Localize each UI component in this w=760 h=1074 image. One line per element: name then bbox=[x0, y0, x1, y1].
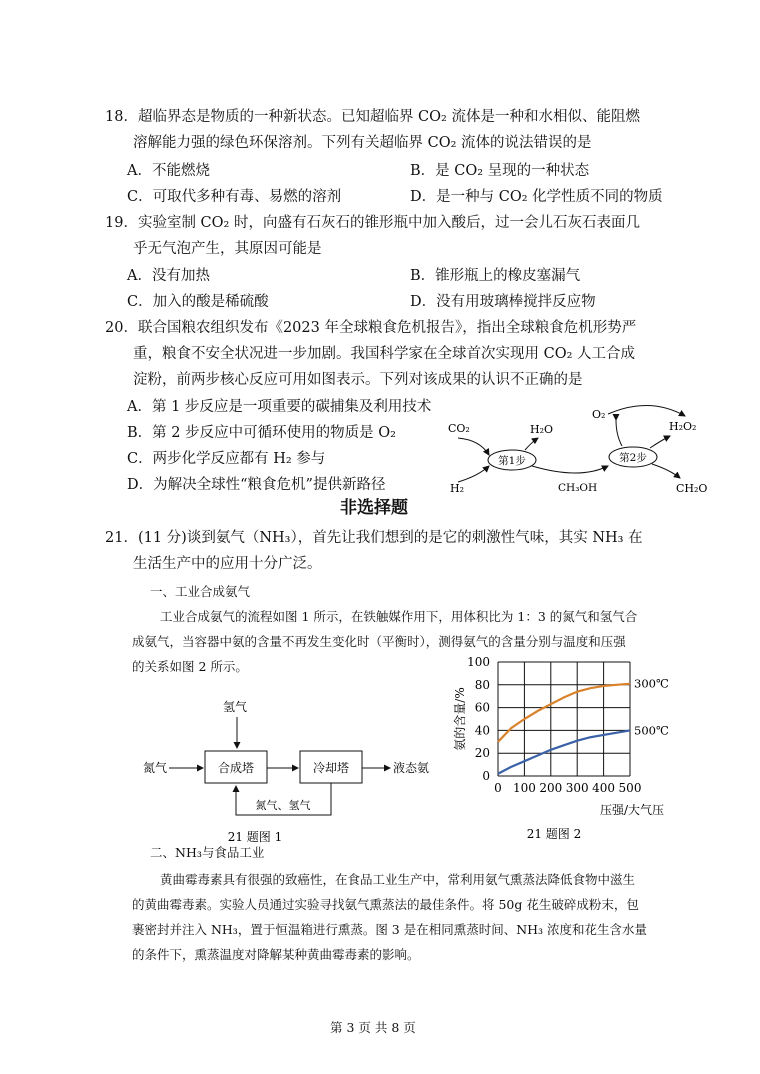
q18-option-d: D．是一种与 CO₂ 化学性质不同的物质 bbox=[410, 189, 663, 205]
ch3oh-label: CH₃OH bbox=[558, 482, 598, 494]
x-tick-label: 100 bbox=[512, 781, 536, 795]
series-label: 300℃ bbox=[634, 676, 669, 691]
figure2-caption: 21 题图 2 bbox=[526, 827, 582, 841]
q20-stem-line2: 重，粮食不安全状况进一步加剧。我国科学家在全球首次实现用 CO₂ 人工合成 bbox=[133, 346, 636, 362]
h2o-arrow-1 bbox=[525, 438, 538, 450]
h2o-label-1: H₂O bbox=[530, 423, 554, 436]
q19-stem-line2: 乎无气泡产生，其原因可能是 bbox=[133, 241, 322, 257]
q20-option-b: B．第 2 步反应中可循环使用的物质是 O₂ bbox=[127, 425, 396, 441]
q21-stem-line2: 生活生产中的应用十分广泛。 bbox=[133, 556, 322, 572]
h2-arrow bbox=[458, 466, 489, 482]
ch3oh-arrow bbox=[532, 466, 608, 473]
x-tick-label: 500 bbox=[618, 781, 642, 795]
y-tick-label: 80 bbox=[474, 677, 490, 692]
figure1-caption: 21 题图 1 bbox=[227, 830, 283, 844]
step2-label: 第2步 bbox=[619, 452, 647, 464]
chart-x-axis-label: 压强/大气压 bbox=[600, 803, 665, 817]
section-title: 非选择题 bbox=[340, 498, 408, 518]
o2-input-arrow bbox=[616, 420, 622, 446]
q19-option-d: D．没有用玻璃棒搅拌反应物 bbox=[410, 294, 596, 310]
co2-arrow bbox=[458, 438, 489, 455]
q21-para1-line1: 工业合成氨气的流程如图 1 所示，在铁触媒作用下，用体积比为 1：3 的氮气和氢气合 bbox=[160, 609, 638, 624]
q19-option-b: B．锥形瓶上的橡皮塞漏气 bbox=[410, 268, 581, 284]
q18-option-b: B．是 CO₂ 呈现的一种状态 bbox=[410, 163, 590, 179]
q20-option-d: D．为解决全球性“粮食危机”提供新路径 bbox=[127, 477, 386, 493]
q18-stem-line1: 18．超临界态是物质的一种新状态。已知超临界 CO₂ 流体是一种和水相似、能阻燃 bbox=[105, 109, 640, 125]
x-tick-label: 400 bbox=[592, 781, 616, 795]
page-footer: 第 3 页 共 8 页 bbox=[330, 1020, 416, 1035]
y-tick-label: 0 bbox=[482, 769, 490, 783]
q20-option-c: C．两步化学反应都有 H₂ 参与 bbox=[127, 451, 326, 467]
x-tick-label: 200 bbox=[539, 781, 563, 795]
step1-label: 第1步 bbox=[498, 455, 526, 467]
y-tick-label: 20 bbox=[474, 746, 490, 761]
flow-diagram bbox=[135, 695, 440, 845]
q21-para1-line2: 成氨气，当容器中氨的含量不再发生变化时（平衡时），测得氨气的含量分别与温度和压强 bbox=[132, 634, 626, 649]
q21-stem-line1: 21．(11 分)谈到氨气（NH₃），首先让我们想到的是它的刺激性气味，其实 NH₃ 在 bbox=[105, 530, 643, 546]
y-tick-label: 100 bbox=[467, 655, 490, 669]
recycle-label: 氮气、氢气 bbox=[255, 799, 311, 812]
liquid-ammonia-label: 液态氨 bbox=[393, 761, 430, 775]
y-tick-label: 60 bbox=[474, 700, 490, 715]
nitrogen-label: 氮气 bbox=[143, 761, 168, 775]
hydrogen-label: 氢气 bbox=[223, 700, 248, 714]
q20-stem-line1: 20．联合国粮农组织发布《2023 年全球粮食危机报告》，指出全球粮食危机形势严 bbox=[105, 320, 637, 336]
q21-subsection1-title: 一、工业合成氨气 bbox=[150, 584, 251, 599]
q19-option-c: C．加入的酸是稀硫酸 bbox=[127, 294, 269, 310]
q21-para2-line1: 黄曲霉毒素具有很强的致癌性，在食品工业生产中，常利用氨气熏蒸法降低食物中滋生 bbox=[160, 872, 636, 887]
cooling-tower-label: 冷却塔 bbox=[312, 761, 350, 775]
q20-stem-line3: 淀粉，前两步核心反应可用如图表示。下列对该成果的认识不正确的是 bbox=[133, 372, 583, 388]
ammonia-content-chart bbox=[440, 652, 720, 852]
q21-para2-line3: 裹密封并注入 NH₃，置于恒温箱进行熏蒸。图 3 是在相同熏蒸时间、NH₃ 浓度和花生含水量 bbox=[132, 922, 648, 937]
q19-stem-line1: 19．实验室制 CO₂ 时，向盛有石灰石的锥形瓶中加入酸后，过一会儿石灰石表面几 bbox=[105, 215, 640, 231]
h2-label: H₂ bbox=[450, 482, 465, 495]
q18-option-a: A．不能燃烧 bbox=[127, 163, 210, 179]
ch2o-arrow bbox=[652, 464, 680, 478]
y-tick-label: 40 bbox=[474, 723, 490, 738]
series-label: 500℃ bbox=[634, 723, 669, 738]
q21-para2-line4: 的条件下，熏蒸温度对降解某种黄曲霉毒素的影响。 bbox=[132, 947, 420, 962]
q21-subsection2-title: 二、NH₃与食品工业 bbox=[150, 845, 265, 860]
q19-option-a: A．没有加热 bbox=[127, 268, 210, 284]
q21-para1-line3: 的关系如图 2 所示。 bbox=[132, 659, 248, 674]
o2-cycle-arrow bbox=[608, 405, 685, 416]
chart-tick-labels bbox=[467, 655, 641, 795]
q18-stem-line2: 溶解能力强的绿色环保溶剂。下列有关超临界 CO₂ 流体的说法错误的是 bbox=[133, 135, 592, 151]
series-line bbox=[498, 730, 630, 773]
o2-label: O₂ bbox=[592, 408, 606, 421]
ch2o-label: CH₂O bbox=[676, 482, 708, 495]
q18-option-c: C．可取代多种有毒、易燃的溶剂 bbox=[127, 189, 342, 205]
chart-y-axis-label: 氨的含量/% bbox=[453, 687, 467, 751]
x-tick-label: 300 bbox=[565, 781, 589, 795]
h2o2-label: H₂O₂ bbox=[669, 420, 697, 433]
x-tick-label: 0 bbox=[494, 781, 502, 795]
co2-label: CO₂ bbox=[448, 422, 470, 435]
h2o2-arrow bbox=[650, 436, 670, 448]
chart-grid bbox=[498, 662, 630, 776]
q21-para2-line2: 的黄曲霉毒素。实验人员通过实验寻找氨气熏蒸法的最佳条件。将 50g 花生破碎成粉末，包 bbox=[132, 897, 639, 912]
synthesis-tower-label: 合成塔 bbox=[217, 761, 255, 775]
q20-option-a: A．第 1 步反应是一项重要的碳捕集及利用技术 bbox=[127, 399, 432, 415]
chart-series bbox=[498, 677, 669, 774]
reaction-diagram bbox=[440, 400, 715, 500]
